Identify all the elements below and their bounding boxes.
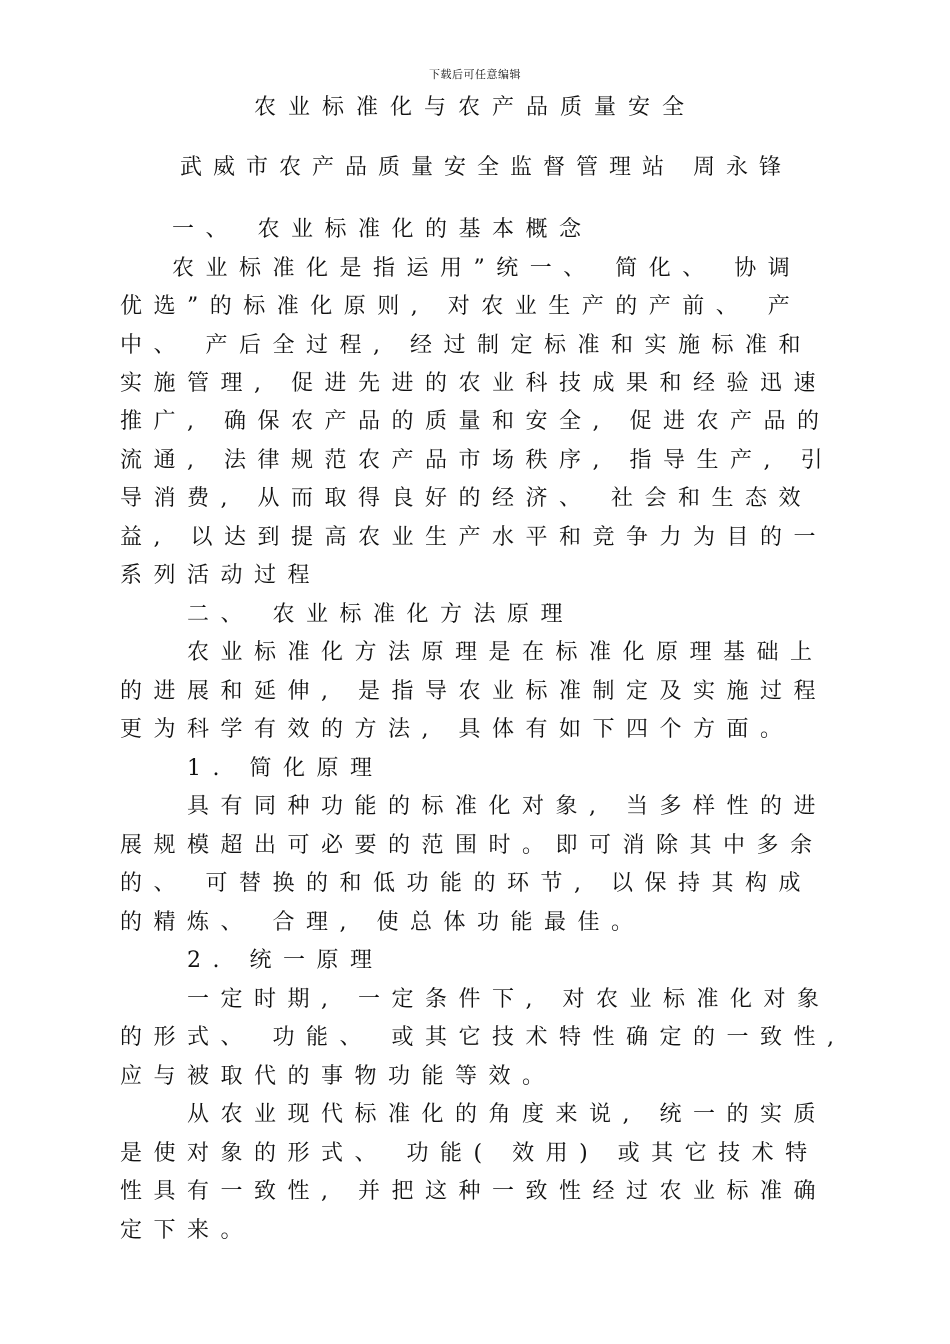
paragraph-line: 应与被取代的事物功能等效。 <box>120 1064 556 1089</box>
paragraph-line: 是使对象的形式、 功能( 效用) 或其它技术特 <box>120 1141 819 1166</box>
subheading-unification: 2. 统一原理 <box>187 948 384 973</box>
paragraph-line: 农业标准化方法原理是在标准化原理基础上 <box>187 640 824 665</box>
document-title: 农业标准化与农产品质量安全 <box>253 95 696 120</box>
paragraph-line: 益, 以达到提高农业生产水平和竞争力为目的一 <box>120 525 827 550</box>
paragraph-line: 定下来。 <box>120 1218 255 1243</box>
paragraph-line: 从农业现代标准化的角度来说, 统一的实质 <box>187 1102 827 1127</box>
paragraph-line: 具有同种功能的标准化对象, 当多样性的进 <box>187 794 827 819</box>
header-note: 下载后可任意编辑 <box>429 68 521 81</box>
paragraph-line: 更为科学有效的方法, 具体有如下四个方面。 <box>120 717 794 742</box>
paragraph-line: 中、 产后全过程, 经过制定标准和实施标准和 <box>120 333 812 358</box>
paragraph-line: 流通, 法律规范农产品市场秩序, 指导生产, 引 <box>120 448 834 473</box>
paragraph-line: 性具有一致性, 并把这种一致性经过农业标准确 <box>120 1179 827 1204</box>
paragraph-line: 的形式、 功能、 或其它技术特性确定的一致性, <box>120 1025 846 1050</box>
paragraph-line: 优选”的标准化原则, 对农业生产的产前、 产 <box>120 294 802 319</box>
section-heading-1: 一、 农业标准化的基本概念 <box>172 217 593 242</box>
paragraph-line: 的、 可替换的和低功能的环节, 以保持其构成 <box>120 871 812 896</box>
paragraph-line: 农业标准化是指运用”统一、 简化、 协调 <box>172 256 802 281</box>
subheading-simplification: 1. 简化原理 <box>187 756 384 781</box>
paragraph-line: 实施管理, 促进先进的农业科技成果和经验迅速 <box>120 371 827 396</box>
paragraph-line: 的精炼、 合理, 使总体功能最佳。 <box>120 910 645 935</box>
paragraph-line: 系列活动过程 <box>120 563 322 588</box>
section-heading-2: 二、 农业标准化方法原理 <box>187 602 574 627</box>
paragraph-line: 的进展和延伸, 是指导农业标准制定及实施过程 <box>120 679 827 704</box>
paragraph-line: 展规模超出可必要的范围时。即可消除其中多余 <box>120 833 824 858</box>
paragraph-line: 导消费, 从而取得良好的经济、 社会和生态效 <box>120 486 812 511</box>
paragraph-line: 一定时期, 一定条件下, 对农业标准化对象 <box>187 987 831 1012</box>
author-line: 武威市农产品质量安全监督管理站 周永锋 <box>180 155 792 180</box>
paragraph-line: 推广, 确保农产品的质量和安全, 促进农产品的 <box>120 409 831 434</box>
